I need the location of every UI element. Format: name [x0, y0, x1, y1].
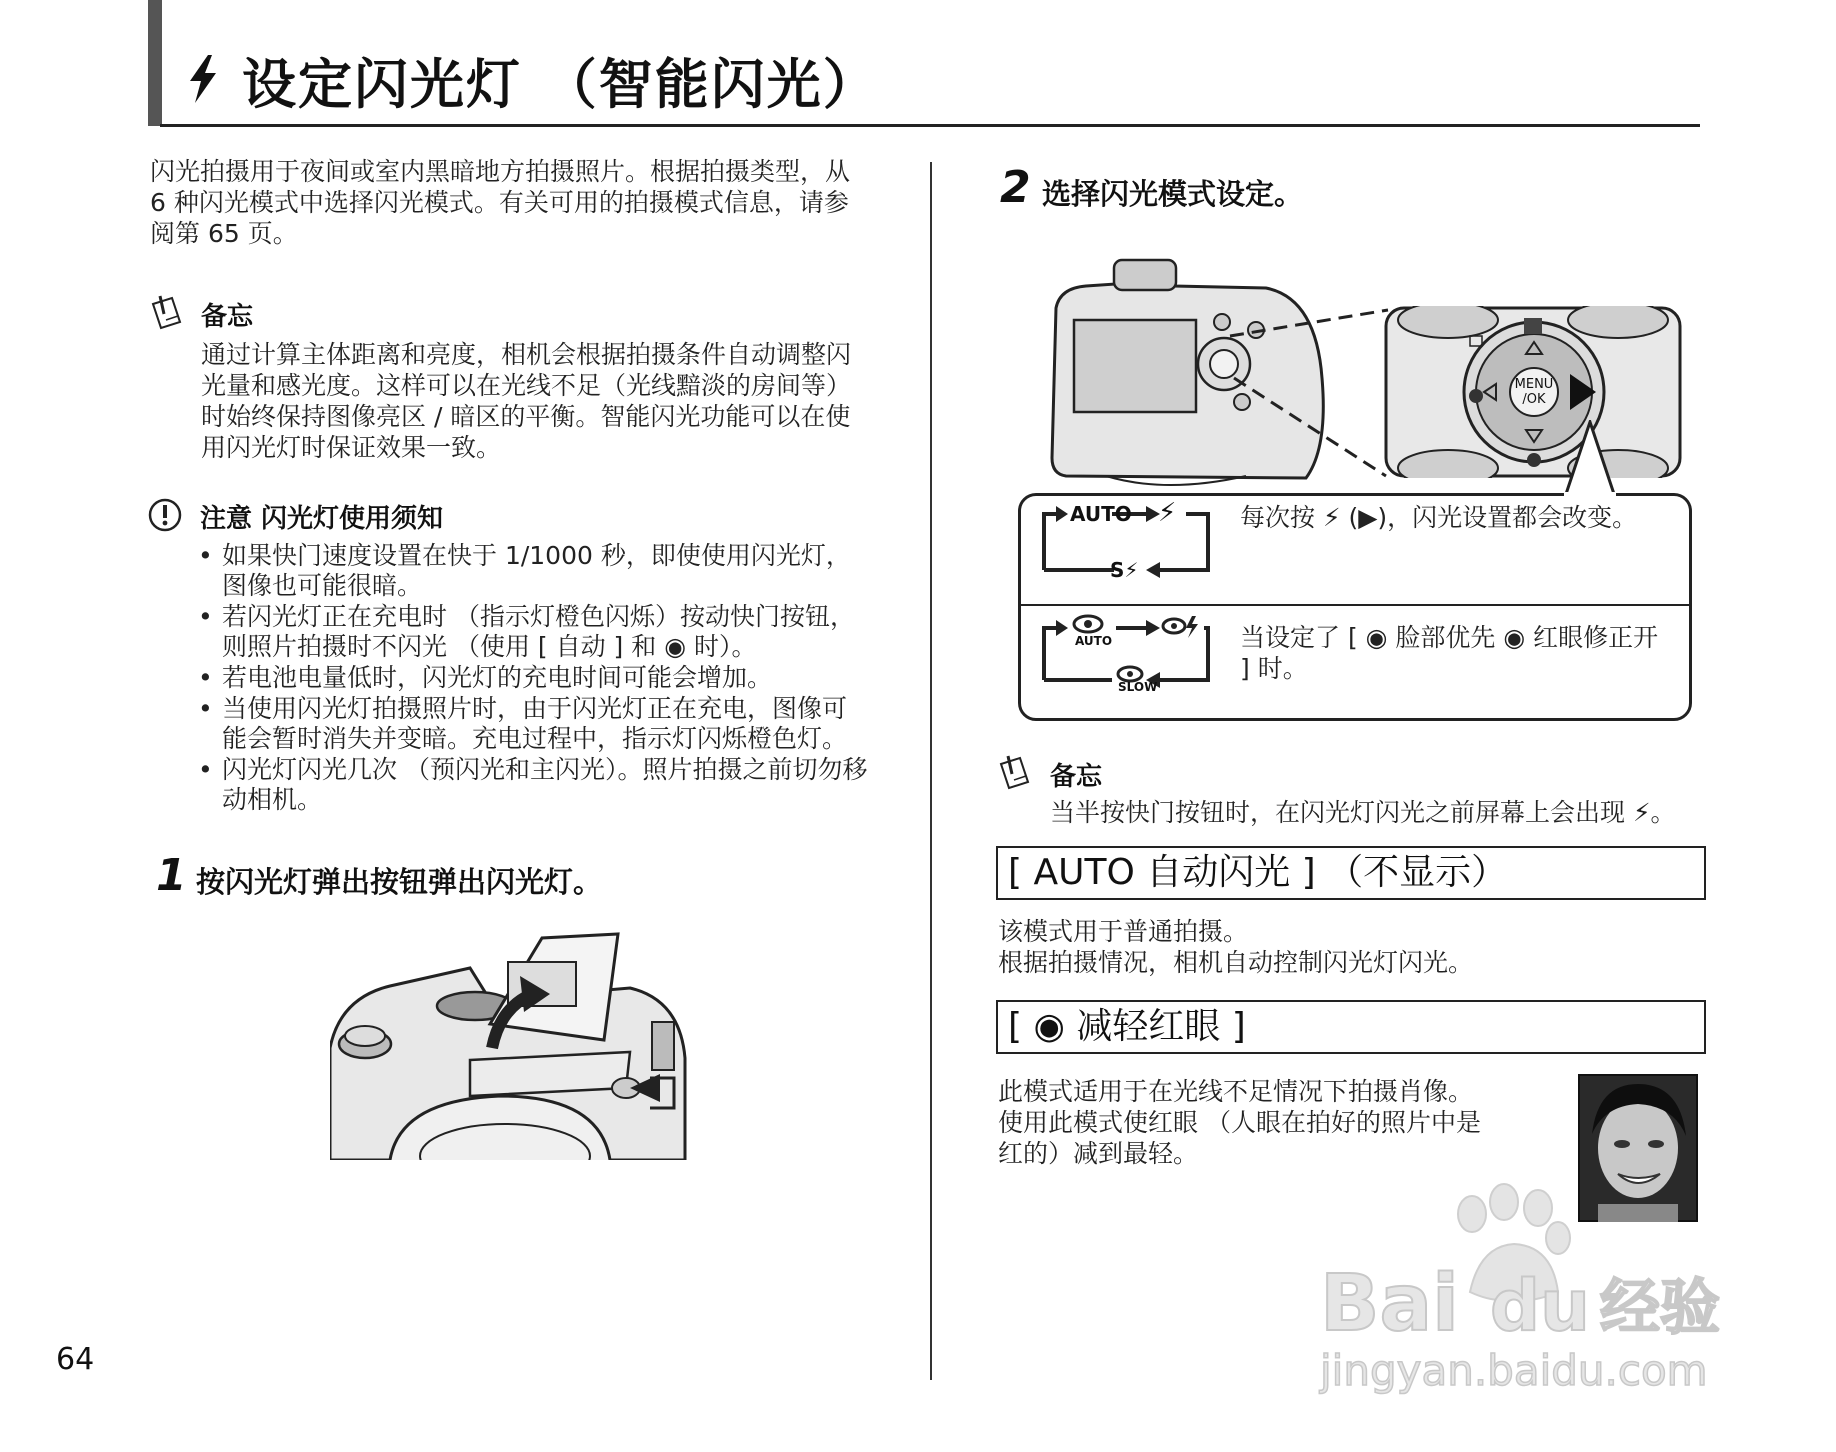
memo-text: 通过计算主体距离和亮度，相机会根据拍摄条件自动调整闪光量和感光度。这样可以在光线不足（光线黯淡的房间等）时始终保持图像亮区 / 暗区的平衡。智能闪光功能可以在使用闪光灯时保证效果一致。: [201, 340, 852, 462]
flash-mode-forced-label: ⚡: [1158, 498, 1177, 528]
caution-heading: 注意 闪光灯使用须知: [200, 504, 444, 534]
section-red-eye-header: [996, 1000, 1706, 1054]
memo-heading: 备忘: [201, 302, 254, 332]
callout-lines: [1200, 300, 1390, 480]
flash-cycle-text-2: 当设定了 [ ◉ 脸部优先 ◉ 红眼修正开 ] 时。: [1240, 623, 1659, 683]
section-line: 此模式适用于在光线不足情况下拍摄肖像。: [998, 1077, 1474, 1106]
pointer-triangle: [1560, 420, 1620, 496]
step-number: 1: [156, 850, 187, 901]
memo-icon: [998, 754, 1036, 790]
section-auto-flash-body: [998, 916, 1698, 978]
page-title: 设定闪光灯 （智能闪光）: [242, 53, 879, 116]
flash-mode-slow-sync-label: S⚡: [1110, 558, 1139, 582]
menu-ok-line2: /OK: [1522, 392, 1546, 407]
camera-flash-popup-illustration: [330, 928, 690, 1160]
caution-list: [196, 541, 868, 816]
caution-item: • 若闪光灯正在充电时 （指示灯橙色闪烁）按动快门按钮，则照片拍摄时不闪光 （使用 [ 自动 ] 和 ◉ 时）。: [196, 602, 868, 662]
menu-ok-button: [1514, 377, 1554, 407]
menu-ok-line1: MENU: [1514, 377, 1554, 392]
svg-text:Bai: Bai: [1320, 1259, 1459, 1349]
redeye-auto-sub-label: AUTO: [1075, 634, 1113, 648]
flash-mode-auto-label: AUTO: [1070, 502, 1132, 526]
redeye-slow-sub-label: SLOW: [1118, 680, 1158, 694]
caution-item: • 闪光灯闪光几次 （预闪光和主闪光）。照片拍摄之前切勿移动相机。: [196, 755, 868, 815]
intro-paragraph: 闪光拍摄用于夜间或室内黑暗地方拍摄照片。根据拍摄类型，从 6 种闪光模式中选择闪光模式。有关可用的拍摄模式信息，请参阅第 65 页。: [150, 157, 851, 248]
section-line: 红的）减到最轻。: [998, 1139, 1199, 1168]
section-line: 使用此模式使红眼 （人眼在拍好的照片中是: [998, 1108, 1481, 1137]
caution-item: • 当使用闪光灯拍摄照片时，由于闪光灯正在充电，图像可能会暂时消失并变暗。充电过程中，指示灯闪烁橙色灯。: [196, 694, 868, 754]
title-accent-bar: [148, 0, 162, 126]
svg-text:du: du: [1490, 1265, 1590, 1347]
column-divider: [930, 162, 932, 1380]
memo-text: 当半按快门按钮时，在闪光灯闪光之前屏幕上会出现 ⚡。: [1050, 798, 1676, 827]
svg-text:经验: 经验: [1600, 1273, 1720, 1343]
flash-box-divider: [1021, 604, 1689, 606]
memo-icon: [150, 294, 188, 330]
svg-text:jingyan.baidu.com: jingyan.baidu.com: [1320, 1346, 1708, 1395]
flash-cycle-text-1: 每次按 ⚡ (▶)，闪光设置都会改变。: [1240, 503, 1638, 532]
section-auto-flash-header: [996, 846, 1706, 900]
section-auto-flash-label: [ AUTO 自动闪光 ] （不显示）: [1008, 852, 1508, 893]
baidu-watermark-logo: [1300, 1180, 1760, 1400]
section-line: 该模式用于普通拍摄。: [998, 917, 1249, 946]
caution-item: • 若电池电量低时，闪光灯的充电时间可能会增加。: [196, 663, 868, 693]
step-text: 选择闪光模式设定。: [1042, 177, 1304, 211]
section-red-eye-body: [998, 1076, 1558, 1169]
page-number: 64: [56, 1342, 95, 1377]
caution-item: • 如果快门速度设置在快于 1/1000 秒，即使使用闪光灯，图像也可能很暗。: [196, 541, 868, 601]
flash-cycle-diagram-2: [1036, 614, 1216, 710]
step-text: 按闪光灯弹出按钮弹出闪光灯。: [196, 865, 603, 899]
caution-icon: [148, 498, 182, 532]
flash-icon: [186, 55, 220, 103]
section-line: 根据拍摄情况，相机自动控制闪光灯闪光。: [998, 948, 1474, 977]
section-red-eye-label: [ ◉ 减轻红眼 ]: [1008, 1006, 1246, 1047]
title-underline: [160, 124, 1700, 127]
step-number: 2: [1000, 162, 1031, 213]
memo-heading: 备忘: [1050, 762, 1103, 792]
